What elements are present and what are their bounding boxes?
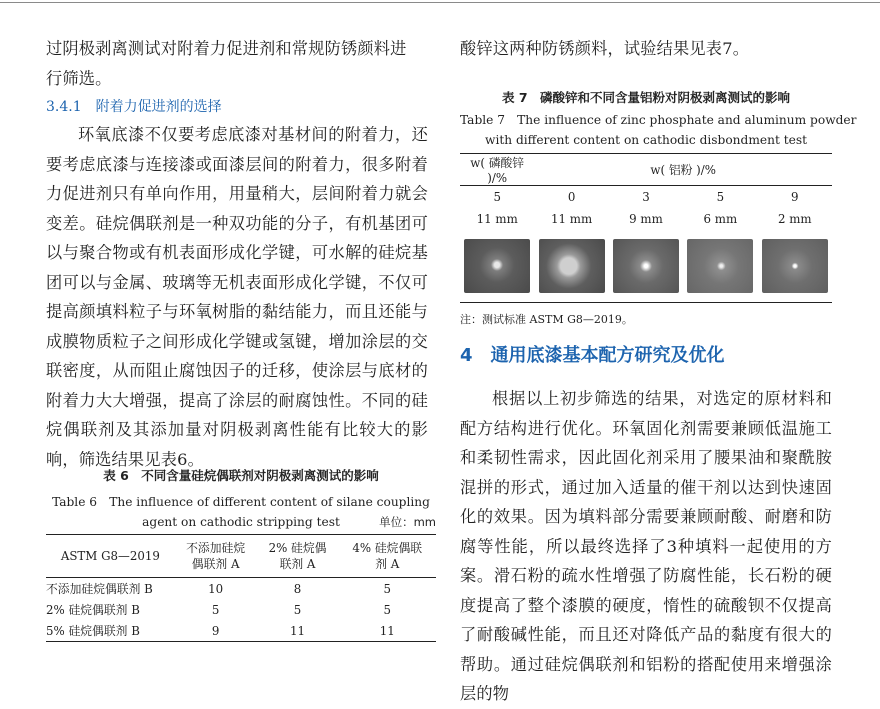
body-paragraph: 根据以上初步筛选的结果，对选定的原材料和配方结构进行优化。环氧固化剂需要兼顾低温施工和柔韧性需求，因此固化剂采用了腰果油和聚酰胺混拼的形式，通过加入适量的催干剂以达到快速固化的效果。因为填料部分需要兼顾耐酸、耐磨和防腐等性能，所以最终选择了3种填料一起使用的方案。滑石粉的疏水性增强了防腐性能，长石粉的硬度提高了整个漆膜的硬度，惰性的硫酸钡不仅提高了耐酸碱性能，而且还对降低产品的黏度有很大的帮助。通过硅烷偶联剂和铝粉的搭配使用来增强涂层的物 xyxy=(460,389,832,703)
table-cell: 3 xyxy=(642,190,650,204)
table-cell: 5 xyxy=(716,190,725,204)
table-cell: 0 xyxy=(567,190,576,204)
table-cell: 8 xyxy=(293,581,302,596)
table-row xyxy=(46,578,436,600)
table-cell: 5 xyxy=(383,581,391,596)
paragraph-line: 行筛选。 xyxy=(46,68,112,88)
table-unit: 单位：mm xyxy=(379,515,436,529)
table-cell: 11 mm xyxy=(551,212,593,226)
table-cell: 10 xyxy=(208,581,224,596)
table-caption-en: Table 6 The influence of different content of silane coupling xyxy=(52,495,430,509)
table-note: 注：测试标准 ASTM G8—2019。 xyxy=(460,313,633,326)
table-cell: 5 xyxy=(383,602,391,617)
table-cell: 5 xyxy=(493,190,501,204)
table-row xyxy=(460,186,832,209)
table-header: 不添加硅烷偶联剂 A xyxy=(175,535,257,578)
table-header: 2% 硅烷偶联剂 A xyxy=(257,535,339,578)
table-header: w( 磷酸锌 )/% xyxy=(460,154,534,186)
specimen-photo xyxy=(464,239,530,293)
table-cell: 9 xyxy=(211,623,220,638)
table-cell: 5% 硅烷偶联剂 B xyxy=(46,624,140,638)
table-header: w( 铝粉 )/% xyxy=(534,154,832,186)
table-caption-cn: 表 6 不同含量硅烷偶联剂对阴极剥离测试的影响 xyxy=(103,468,379,483)
table-6-block xyxy=(46,466,436,642)
section-heading: 4 通用底漆基本配方研究及优化 xyxy=(460,345,725,366)
table-cell: 9 mm xyxy=(629,212,663,226)
table-row xyxy=(460,208,832,230)
table-caption-en: agent on cathodic stripping test xyxy=(142,515,340,529)
table-cell: 2 mm xyxy=(777,212,812,226)
table-caption-en-row xyxy=(46,512,436,532)
table-cell: 11 xyxy=(379,623,395,638)
table-cell: 5 xyxy=(211,602,220,617)
paragraph-line: 过阴极剥离测试对附着力促进剂和常规防锈颜料进 xyxy=(46,39,407,58)
paragraph-line: 酸锌这两种防锈颜料，试验结果见表7。 xyxy=(460,39,750,58)
specimen-photo xyxy=(687,239,753,293)
table-cell: 9 xyxy=(791,190,799,204)
table-cell: 6 mm xyxy=(703,212,738,226)
specimen-photo xyxy=(613,239,679,293)
specimen-photo xyxy=(762,239,828,293)
table-row xyxy=(46,620,436,642)
table-6 xyxy=(46,534,436,642)
subsection-heading: 3.4.1 附着力促进剂的选择 xyxy=(46,99,222,115)
page-top-rule xyxy=(0,2,880,3)
body-paragraph: 环氧底漆不仅要考虑底漆对基材间的附着力，还要考虑底漆与连接漆或面漆层间的附着力，很多附着力促进剂只有单向作用，用量稍大，层间附着力就会变差。硅烷偶联剂是一种双功能的分子，有机基团可以与聚合物或有机表面形成化学键，可水解的硅烷基团可以与金属、玻璃等无机表面形成化学键，不仅可提高颜填料粒子与环氧树脂的黏结能力，而且还能与成膜物质粒子之间形成化学键或氢键，增加涂层的交联密度，从而阻止腐蚀因子的迁移，使涂层与底材的附着力大大增强，提高了涂层的耐腐蚀性。不同的硅烷偶联剂及其添加量对阴极剥离性能有比较大的影响，筛选结果见表6。 xyxy=(46,125,428,469)
table-caption-en: Table 7 The influence of zinc phosphate and aluminum powder xyxy=(460,113,857,127)
table-cell: 不添加硅烷偶联剂 B xyxy=(46,582,153,596)
table-header: ASTM G8—2019 xyxy=(46,535,175,578)
table-cell: 2% 硅烷偶联剂 B xyxy=(46,603,140,617)
table-7-block xyxy=(460,88,857,327)
table-cell: 11 xyxy=(290,623,306,638)
table-caption-en: with different content on cathodic disbondment test xyxy=(485,133,807,147)
table-header: 4% 硅烷偶联剂 A xyxy=(338,535,436,578)
table-caption-cn: 表 7 磷酸锌和不同含量铝粉对阴极剥离测试的影响 xyxy=(501,90,791,105)
specimen-photo xyxy=(539,239,605,293)
table-row xyxy=(46,599,436,620)
table-row xyxy=(460,230,832,303)
table-cell: 11 mm xyxy=(476,212,518,226)
table-7 xyxy=(460,153,832,303)
table-cell: 5 xyxy=(293,602,302,617)
